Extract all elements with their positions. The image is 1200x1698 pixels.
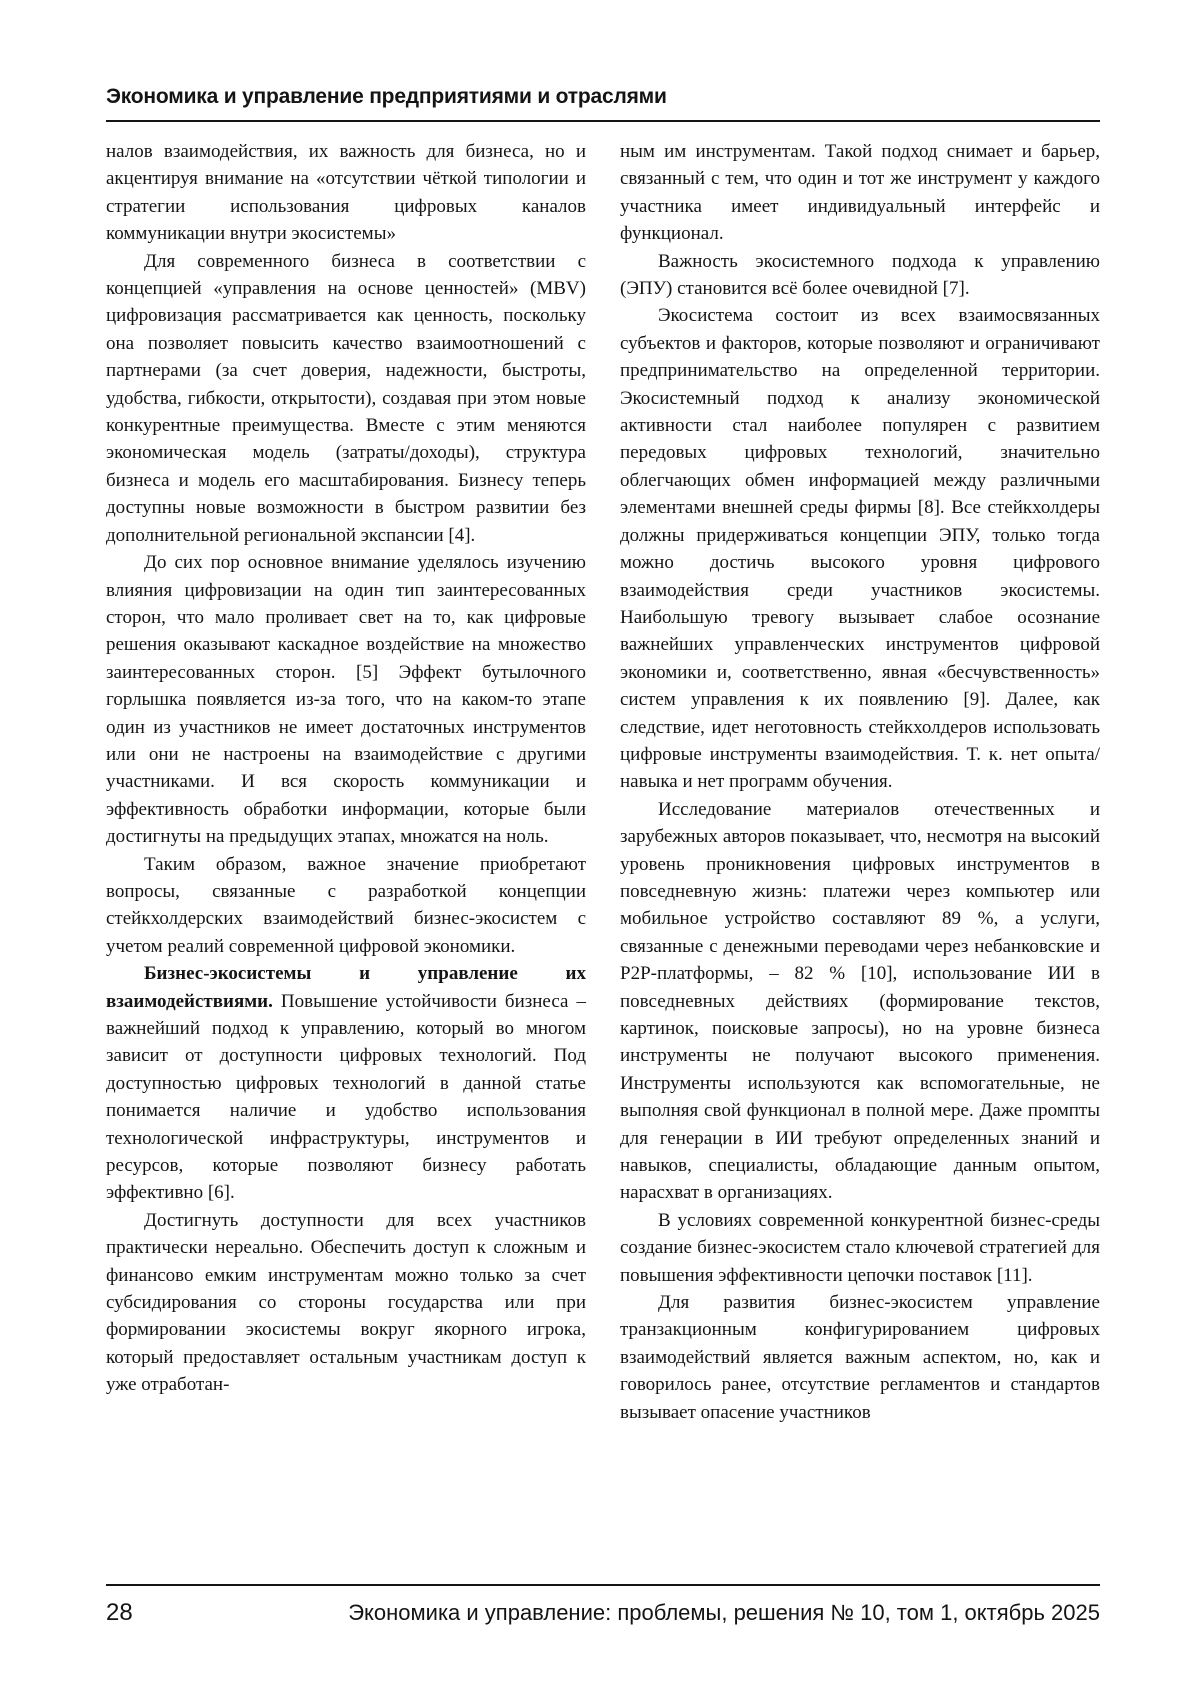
section-heading: Бизнес-экосистемы и управление их взаимодействиями.: [106, 963, 586, 1011]
page-number: 28: [106, 1598, 133, 1628]
right-paragraph-6: Для развития бизнес-экосистем управление транзакционным конфигурированием цифровых взаимодействий является важным аспектом, но, как и говорилось ранее, отсутствие регламентов и стандартов вызывает опасение участников: [620, 1289, 1100, 1426]
journal-citation: Экономика и управление: проблемы, решения № 10, том 1, октябрь 2025: [348, 1598, 1100, 1628]
left-paragraph-4: Таким образом, важное значение приобретают вопросы, связанные с разработкой концепции стейкхолдерских взаимодействий бизнес-экосистем с учетом реалий современной цифровой экономики.: [106, 851, 586, 961]
header-rule: [106, 120, 1100, 122]
right-column: [620, 138, 1100, 1426]
left-paragraph-6: Достигнуть доступности для всех участников практически нереально. Обеспечить доступ к сложным и финансово емким инструментам можно только за счет субсидирования со стороны государства или при формировании экосистемы вокруг якорного игрока, который предоставляет остальным участникам доступ к уже отработан-: [106, 1207, 586, 1399]
right-paragraph-1: ным им инструментам. Такой подход снимает и барьер, связанный с тем, что один и тот же инструмент у каждого участника имеет индивидуальный интерфейс и функционал.: [620, 138, 1100, 248]
right-paragraph-4: Исследование материалов отечественных и зарубежных авторов показывает, что, несмотря на высокий уровень проникновения цифровых инструментов в повседневную жизнь: платежи через компьютер или мобильное устройство составляют 89 %, а услуги, связанные с денежными переводами через небанковские и P2P-платформы, – 82 % [10], использование ИИ в повседневных действиях (формирование текстов, картинок, поисковые запросы), но на уровне бизнеса инструменты не получают высокого применения. Инструменты используются как вспомогательные, не выполняя свой функционал в полной мере. Даже промпты для генерации в ИИ требуют определенных знаний и навыков, специалисты, обладающие данным опытом, нарасхват в организациях.: [620, 796, 1100, 1207]
left-paragraph-3: До сих пор основное внимание уделялось изучению влияния цифровизации на один тип заинтересованных сторон, что мало проливает свет на то, как цифровые решения оказывают каскадное воздействие на множество заинтересованных сторон. [5] Эффект бутылочного горлышка появляется из-за того, что на каком-то этапе один из участников не имеет достаточных инструментов или они не настроены на взаимодействие с другими участниками. И вся скорость коммуникации и эффективность обработки информации, которые были достигнуты на предыдущих этапах, множатся на ноль.: [106, 549, 586, 850]
left-paragraph-5: [106, 960, 586, 1207]
left-column: [106, 138, 586, 1399]
right-paragraph-5: В условиях современной конкурентной бизнес-среды создание бизнес-экосистем стало ключевой стратегией для повышения эффективности цепочки поставок [11].: [620, 1207, 1100, 1289]
right-paragraph-2: Важность экосистемного подхода к управлению (ЭПУ) становится всё более очевидной [7].: [620, 248, 1100, 303]
running-header: Экономика и управление предприятиями и отраслями: [106, 84, 1100, 110]
right-paragraph-3: Экосистема состоит из всех взаимосвязанных субъектов и факторов, которые позволяют и ограничивают предпринимательство на определенной территории. Экосистемный подход к анализу экономической активности стал наиболее популярен с развитием передовых цифровых технологий, значительно облегчающих обмен информацией между различными элементами внешней среды фирмы [8]. Все стейкхолдеры должны придерживаться концепции ЭПУ, только тогда можно достичь высокого уровня цифрового взаимодействия среди участников экосистемы. Наибольшую тревогу вызывает слабое осознание важнейших управленческих инструментов цифровой экономики и, соответственно, явная «бесчувственность» систем управления к их появлению [9]. Далее, как следствие, идет неготовность стейкхолдеров использовать цифровые инструменты взаимодействия. Т. к. нет опыта/навыка и нет программ обучения.: [620, 302, 1100, 795]
left-paragraph-2: Для современного бизнеса в соответствии с концепцией «управления на основе ценностей» (MBV) цифровизация рассматривается как ценность, поскольку она позволяет повысить качество взаимоотношений с партнерами (за счет доверия, надежности, быстроты, удобства, гибкости, открытости), создавая при этом новые конкурентные преимущества. Вместе с этим меняются экономическая модель (затраты/доходы), структура бизнеса и модель его масштабирования. Бизнесу теперь доступны новые возможности в быстром развитии без дополнительной региональной экспансии [4].: [106, 248, 586, 549]
left-paragraph-1: налов взаимодействия, их важность для бизнеса, но и акцентируя внимание на «отсутствии чёткой типологии и стратегии использования цифровых каналов коммуникации внутри экосистемы»: [106, 138, 586, 248]
section-body: Повышение устойчивости бизнеса – важнейший подход к управлению, который во многом зависит от доступности цифровых технологий. Под доступностью цифровых технологий в данной статье понимается наличие и удобство использования технологической инфраструктуры, инструментов и ресурсов, которые позволяют бизнесу работать эффективно [6].: [106, 991, 586, 1204]
footer-rule: [106, 1584, 1100, 1586]
